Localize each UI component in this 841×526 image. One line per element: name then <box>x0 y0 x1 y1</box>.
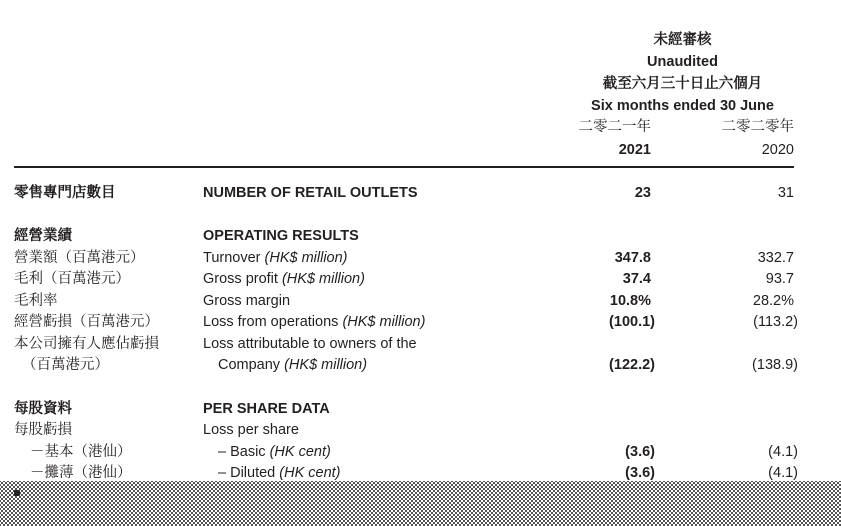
outlets-2021: 23 <box>634 185 651 201</box>
gross-margin-label-zh: 毛利率 <box>14 293 58 309</box>
attributable-loss-label-en-1: Loss attributable to owners of the <box>203 336 417 352</box>
gross-profit-2020: 93.7 <box>765 271 794 287</box>
attributable-loss-label-zh-1: 本公司擁有人應佔虧損 <box>14 336 159 352</box>
turnover-2021: 347.8 <box>614 250 651 266</box>
header-year-2021-zh: 二零二一年 <box>578 119 651 135</box>
operating-heading-en: OPERATING RESULTS <box>203 228 359 244</box>
diluted-label-zh: －攤薄（港仙） <box>30 465 132 481</box>
header-year-2020: 2020 <box>761 142 794 158</box>
operating-loss-label-en: Loss from operations (HK$ million) <box>203 314 426 330</box>
header-rule <box>14 166 794 168</box>
per-share-heading-zh: 每股資料 <box>14 401 72 417</box>
per-share-heading-en: PER SHARE DATA <box>203 401 330 417</box>
halftone-overlay <box>0 481 841 526</box>
loss-per-share-label-zh: 每股虧損 <box>14 422 72 438</box>
turnover-label-en: Turnover (HK$ million) <box>203 250 348 266</box>
attributable-loss-2021: (122.2) <box>609 357 655 373</box>
outlets-label-zh: 零售專門店數目 <box>14 185 116 201</box>
operating-loss-2021: (100.1) <box>609 314 655 330</box>
turnover-label-zh: 營業額（百萬港元） <box>14 250 145 266</box>
header-period-en: Six months ended 30 June <box>591 98 774 114</box>
attributable-loss-2020: (138.9) <box>752 357 798 373</box>
basic-2021: (3.6) <box>625 444 655 460</box>
scan-artifact <box>14 490 20 496</box>
operating-loss-2020: (113.2) <box>753 314 798 330</box>
turnover-2020: 332.7 <box>757 250 794 266</box>
gross-profit-label-en: Gross profit (HK$ million) <box>203 271 365 287</box>
header-year-2020-zh: 二零二零年 <box>721 119 794 135</box>
diluted-2021: (3.6) <box>625 465 655 481</box>
header-unaudited-zh: 未經審核 <box>653 32 712 48</box>
basic-label-en: – Basic (HK cent) <box>218 444 331 460</box>
gross-margin-label-en: Gross margin <box>203 293 291 309</box>
loss-per-share-label-en: Loss per share <box>203 422 299 438</box>
basic-2020: (4.1) <box>768 444 798 460</box>
operating-loss-label-zh: 經營虧損（百萬港元） <box>14 314 159 330</box>
header-period-zh: 截至六月三十日止六個月 <box>602 76 763 92</box>
outlets-2020: 31 <box>777 185 794 201</box>
basic-label-zh: －基本（港仙） <box>30 444 132 460</box>
header-year-2021: 2021 <box>618 142 651 158</box>
gross-margin-2020: 28.2% <box>752 293 794 309</box>
outlets-label-en: NUMBER OF RETAIL OUTLETS <box>203 185 418 201</box>
operating-heading-zh: 經營業績 <box>14 228 72 244</box>
diluted-label-en: – Diluted (HK cent) <box>218 465 341 481</box>
gross-profit-2021: 37.4 <box>622 271 651 287</box>
header-unaudited-en: Unaudited <box>647 54 718 70</box>
attributable-loss-label-zh-2: （百萬港元） <box>22 357 109 373</box>
diluted-2020: (4.1) <box>768 465 798 481</box>
attributable-loss-label-en-2: Company (HK$ million) <box>218 357 368 373</box>
gross-margin-2021: 10.8% <box>609 293 651 309</box>
gross-profit-label-zh: 毛利（百萬港元） <box>14 271 130 287</box>
